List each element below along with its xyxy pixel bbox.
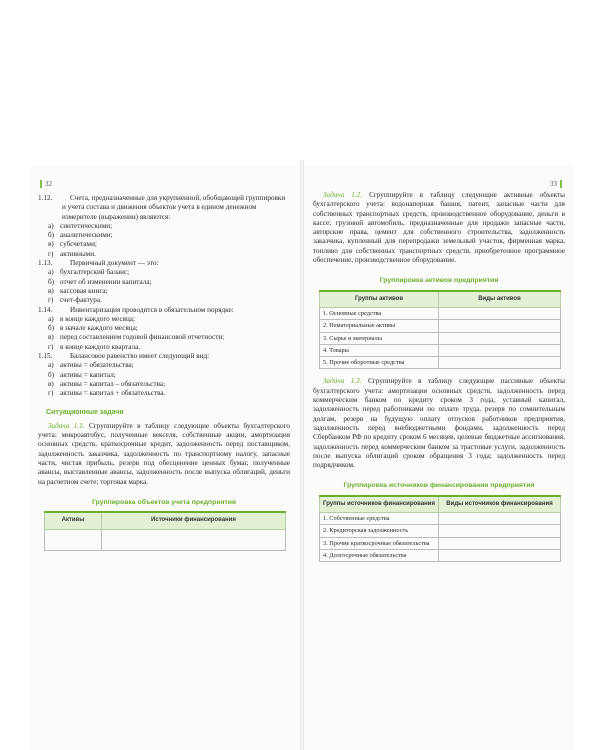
task-label: Задача 1.3. (323, 377, 362, 386)
option-text: бухгалтерский баланс; (60, 268, 130, 277)
left-page-number: 32 (40, 180, 52, 188)
option-letter: б) (48, 324, 55, 333)
group-cell: 1. Основные средства (320, 307, 439, 319)
option-letter: в) (48, 379, 54, 388)
group-cell: 3. Сырье и материалы (320, 332, 439, 344)
column-header: Активы (45, 512, 102, 529)
question-number: 1.13. (38, 259, 53, 268)
question (38, 306, 290, 315)
empty-cell (439, 549, 561, 561)
right-column (313, 191, 565, 562)
task-text: Сгруппируйте в таблицу следующие объекты бухгалтерского учета: микроавтобус, полученные векселя, собственные акции, амортизация основных средств, краткосрочные кредит, задолженность перед поставщиком, задолженность заказчика, задолженность по транспортному налогу, запасные части, чистая прибыль, резерв под обесценение ценных бумаг, полученные авансы, выставленные авансы, задолженность после выпуска облигаций, деньги на расчетном счете; торговая марка. (38, 421, 291, 486)
table-row (320, 549, 561, 561)
option-letter: б) (48, 370, 55, 379)
table-row (320, 513, 561, 525)
question-number: 1.14. (38, 305, 53, 314)
option-letter: г) (48, 296, 54, 305)
task-1-2 (313, 191, 565, 265)
group-cell: 1. Собственные средства (320, 513, 439, 525)
empty-cell (439, 513, 561, 525)
empty-cell (439, 357, 561, 369)
table-row (320, 357, 561, 369)
question-text: Первичный документ — это: (70, 259, 159, 268)
empty-cell (439, 525, 561, 537)
question-text: Балансовое равенство имеет следующий вид: (70, 352, 210, 361)
option-text: активы = капитал + обязательства. (60, 389, 166, 398)
table-row (320, 537, 561, 549)
answer-option (38, 231, 290, 240)
task-text: Сгруппируйте в таблицу следующие пассивные объекты бухгалтерского учета: амортизация основных средств, задолженность перед коммерческим банком по кредиту сроком 3 года, уставный капитал, задолженность перед работниками по оплате труда, резерв по сомнительным долгам, резерв на будущую оплату отпусков работников предприятия, задолженность перед внебюджетными фондами, задолженность перед Сбербанком РФ по кредиту сроком 6 месяцев, целевые бюджетные ассигнования, задолженность перед коммерческим банком за трастовые услуги, задолженность после выпуска облигаций сроком обращения 3 года; задолженность перед подрядчиком. (313, 377, 565, 470)
group-cell: 3. Прочие краткосрочные обязательства (320, 537, 439, 549)
task-label: Задача 1.1. (48, 421, 85, 430)
answer-option (38, 389, 290, 398)
question-text: Инвентаризация проводится в обязательном порядке: (70, 305, 234, 314)
option-text: счет-фактура. (60, 296, 102, 305)
question (38, 259, 290, 268)
answer-option (38, 222, 290, 231)
answer-option (38, 380, 290, 389)
option-letter: г) (48, 249, 54, 258)
answer-option (38, 371, 290, 380)
empty-cell (439, 332, 561, 344)
column-header: Виды источников финансирования (439, 496, 561, 513)
question-number: 1.12. (38, 194, 53, 202)
group-cell: 2. Кредиторская задолженность (320, 525, 439, 537)
table-row (320, 525, 561, 537)
table-title: Группировка объектов учета предприятия (92, 498, 236, 506)
question-text: Счета, предназначенные для укрупненной, обобщающей группировки и учета состава и движения объектов учета в едином денежном измерителе (выражении) являются: (62, 194, 286, 221)
assets-table-body (320, 307, 561, 368)
table-cell (101, 529, 285, 550)
option-letter: а) (48, 268, 54, 277)
answer-option (38, 268, 290, 277)
column-header: Источники финансирования (101, 512, 285, 529)
option-letter: а) (48, 361, 54, 370)
option-letter: в) (48, 240, 54, 249)
answer-option (38, 240, 290, 249)
left-column (38, 194, 290, 551)
answer-option (38, 361, 290, 370)
table-title: Группировка активов предприятия (379, 277, 499, 285)
option-text: отчет об изменении капитала; (60, 277, 152, 286)
table-row (320, 307, 561, 319)
task-label: Задача 1.2. (323, 191, 363, 199)
option-letter: а) (48, 314, 54, 323)
option-text: в конце каждого квартала. (60, 342, 141, 351)
assets-table (319, 290, 561, 370)
sources-table-body (320, 513, 561, 562)
right-page-number: 33 (550, 180, 562, 188)
group-cell: 5. Прочие оборотные средства (320, 357, 439, 369)
option-text: синтетическими; (60, 221, 113, 230)
task-text: Сгруппируйте в таблицу следующие активные объекты бухгалтерского учета: водонапорная башня, патент, запасные части для собственных транспортных средств, производственное оборудование, деньги в кассе; грузовой автомобиль, предназначенные для продажи запасные части, авторские права, цемент для собственного строительства, задолженность заказчика, купленный для перепродажи земельный участок, фирменная марка, топливо для собственных транспортных средств, приобретенное программное обеспечение, производственное оборудование. (313, 191, 566, 265)
answer-option (38, 343, 290, 352)
answer-option (38, 333, 290, 342)
table-row (320, 332, 561, 344)
question-block (38, 194, 290, 259)
option-text: кассовая книга; (60, 286, 108, 295)
option-text: в начале каждого месяца; (60, 324, 138, 333)
option-letter: б) (48, 277, 55, 286)
option-text: перед составлением годовой финансовой отчетности; (60, 333, 225, 342)
empty-cell (439, 537, 561, 549)
option-text: активными. (60, 249, 96, 258)
question-number: 1.15. (38, 352, 53, 361)
column-header: Группы активов (320, 291, 439, 308)
answer-option (38, 278, 290, 287)
question-block (38, 352, 290, 398)
task-1-3 (313, 377, 565, 470)
option-letter: г) (48, 342, 54, 351)
option-text: активы = обязательства; (60, 361, 134, 370)
question (38, 194, 290, 222)
table-row (320, 320, 561, 332)
answer-option (38, 250, 290, 259)
option-letter: б) (48, 231, 55, 240)
group-cell: 4. Долгосрочные обязательства (320, 549, 439, 561)
empty-cell (439, 320, 561, 332)
group-cell: 4. Товары (320, 344, 439, 356)
question (38, 352, 290, 361)
empty-cell (439, 307, 561, 319)
objects-table (44, 511, 286, 550)
option-letter: г) (48, 389, 54, 398)
option-text: в конце каждого месяца; (60, 314, 135, 323)
answer-option (38, 315, 290, 324)
option-letter: в) (48, 286, 54, 295)
table-row (320, 344, 561, 356)
question-list (38, 194, 290, 399)
table-title: Группировка источников финансирования предприятия (343, 482, 535, 490)
option-text: субсчетами; (60, 240, 97, 249)
column-header: Виды активов (439, 291, 561, 308)
question-block (38, 306, 290, 352)
answer-option (38, 324, 290, 333)
option-text: активы = капитал – обязательства; (60, 379, 166, 388)
column-header: Группы источников финансирования (320, 496, 439, 513)
option-letter: в) (48, 333, 54, 342)
option-letter: а) (48, 221, 54, 230)
empty-cell (439, 344, 561, 356)
option-text: аналитическими; (60, 231, 113, 240)
answer-option (38, 296, 290, 305)
section-heading: Ситуационные задачи (46, 408, 124, 416)
option-text: активы = капитал; (60, 370, 116, 379)
group-cell: 2. Нематериальные активы (320, 320, 439, 332)
sources-table (319, 495, 561, 562)
answer-option (38, 287, 290, 296)
table-cell (45, 529, 102, 550)
question-block (38, 259, 290, 305)
task-1-1 (38, 422, 290, 487)
